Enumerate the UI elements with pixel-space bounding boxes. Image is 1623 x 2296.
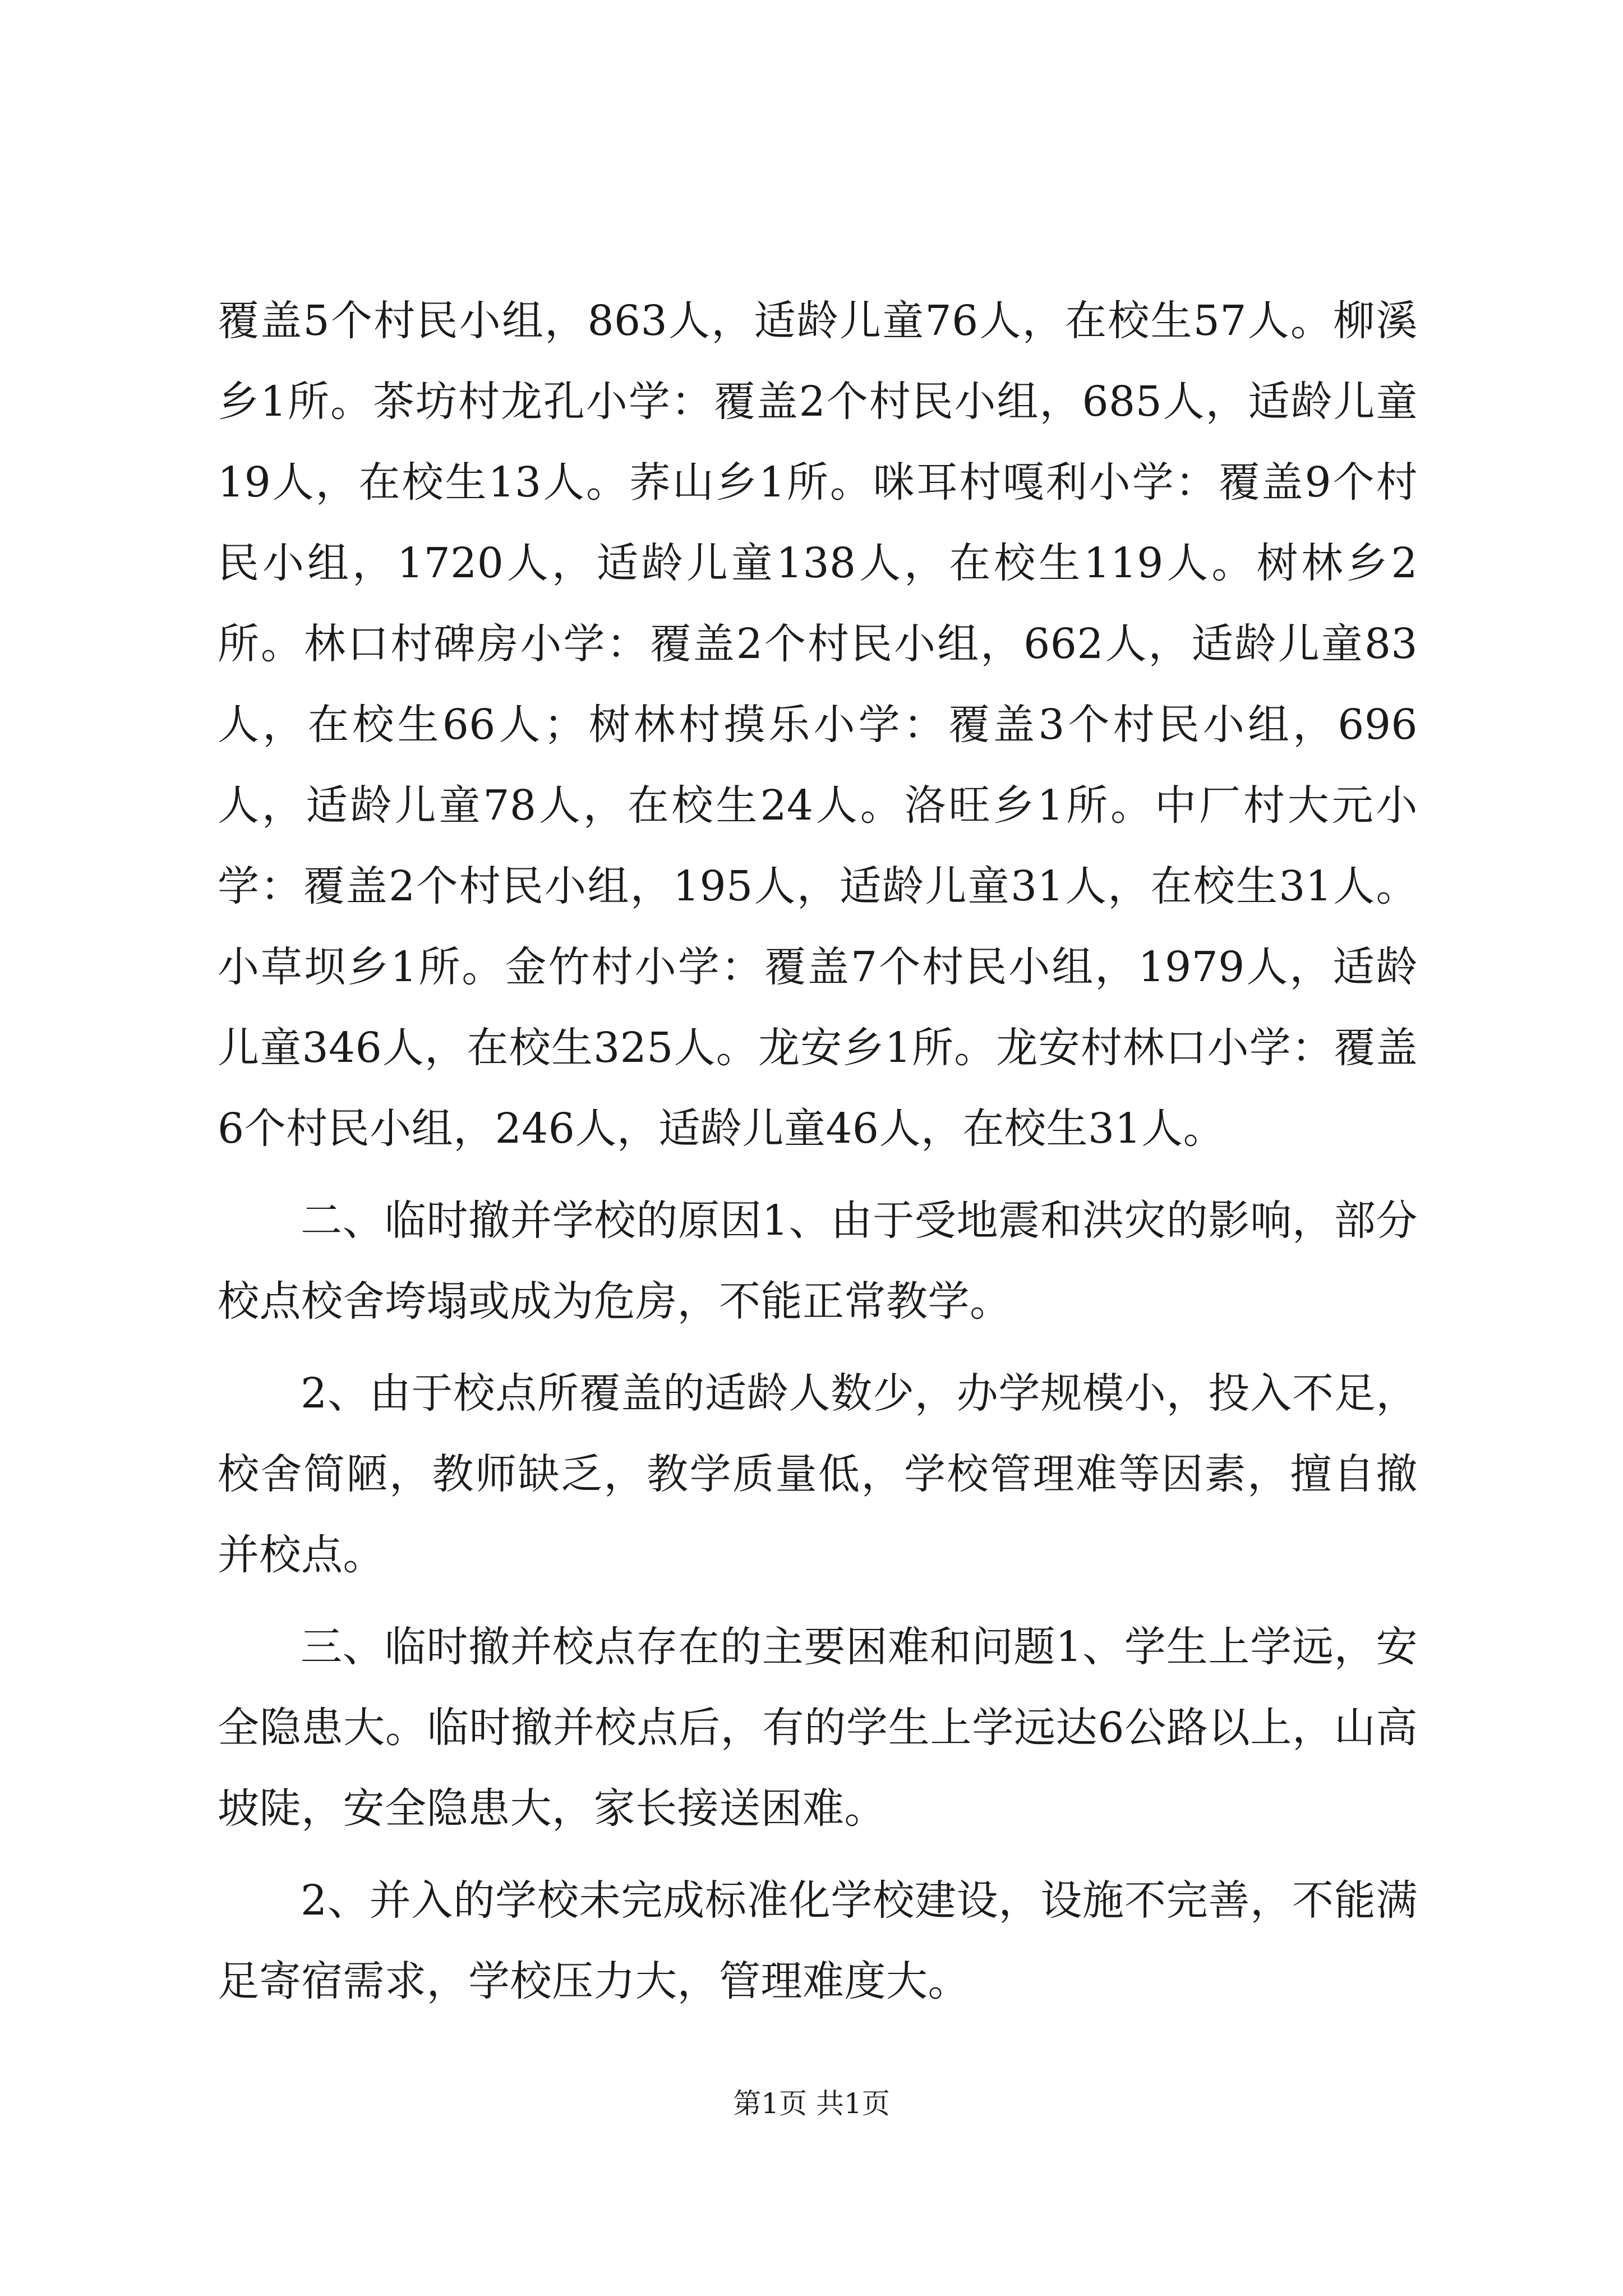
paragraph-3: 2、由于校点所覆盖的适龄人数少，办学规模小，投入不足，校舍简陋，教师缺乏，教学质量低，学校管理难等因素，擅自撤并校点。 [218, 1369, 1418, 1579]
paragraph-4: 三、临时撤并校点存在的主要困难和问题1、学生上学远，安全隐患大。临时撤并校点后，有的学生上学远达6公路以上，山高坡陡，安全隐患大，家长接送困难。 [218, 1623, 1418, 1833]
document-body [218, 280, 1418, 2022]
paragraph-5: 2、并入的学校未完成标准化学校建设，设施不完善，不能满足寄宿需求，学校压力大，管理难度大。 [218, 1876, 1418, 2005]
paragraph-2: 二、临时撤并学校的原因1、由于受地震和洪灾的影响，部分校点校舍垮塌或成为危房，不能正常教学。 [218, 1197, 1418, 1326]
page-footer: 第1页 共1页 [733, 2087, 890, 2120]
paragraph-1: 覆盖5个村民小组，863人，适龄儿童76人，在校生57人。柳溪乡1所。茶坊村龙孔小学：覆盖2个村民小组，685人，适龄儿童19人，在校生13人。荞山乡1所。咪耳村嘎利小学：覆盖9个村民小组，1720人，适龄儿童138人，在校生119人。树林乡2所。林口村碑房小学：覆盖2个村民小组，662人，适龄儿童83人，在校生66人；树林村摸乐小学：覆盖3个村民小组，696人，适龄儿童78人，在校生24人。洛旺乡1所。中厂村大元小学：覆盖2个村民小组，195人，适龄儿童31人，在校生31人。小草坝乡1所。金竹村小学：覆盖7个村民小组，1979人，适龄儿童346人，在校生325人。龙安乡1所。龙安村林口小学：覆盖6个村民小组，246人，适龄儿童46人，在校生31人。 [218, 297, 1418, 1153]
